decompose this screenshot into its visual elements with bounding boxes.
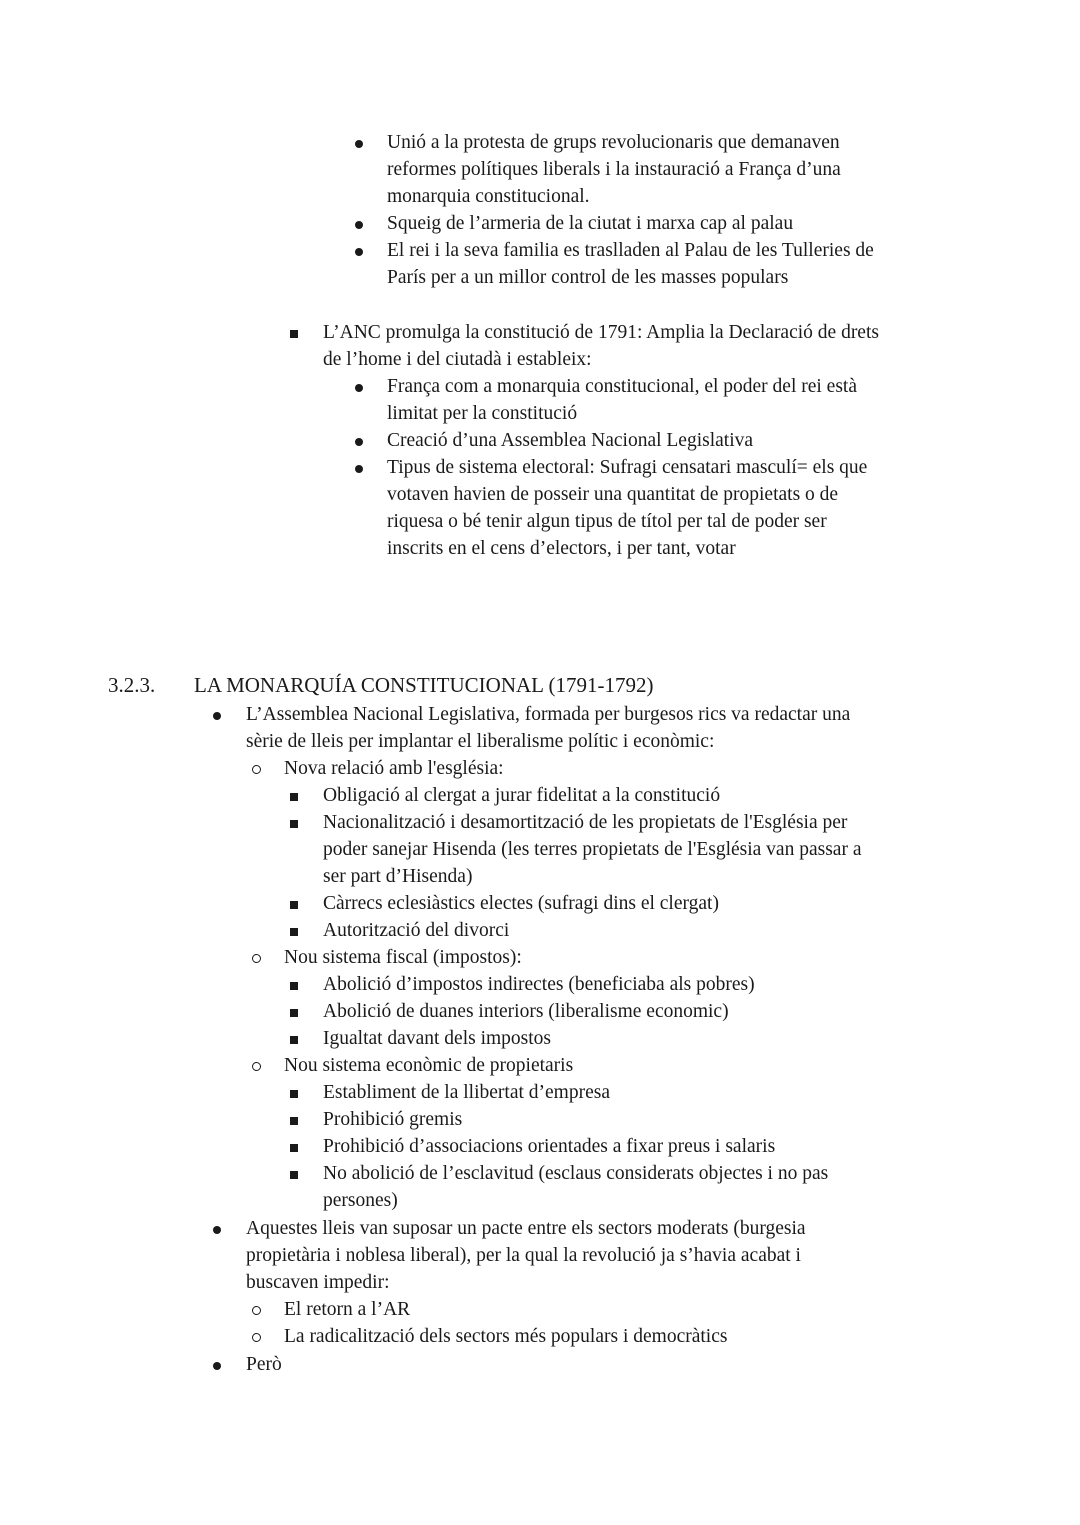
text-line: Creació d’una Assemblea Nacional Legislativa xyxy=(387,430,754,451)
text-line: El rei i la seva familia es traslladen al Palau de les Tulleries de xyxy=(387,240,874,261)
bullet-disc xyxy=(355,427,363,454)
text-line: persones) xyxy=(323,1190,398,1211)
bullet-square xyxy=(290,1025,298,1052)
text-line: sèrie de lleis per implantar el liberalisme polític i econòmic: xyxy=(246,731,715,752)
bullet-disc xyxy=(213,1351,221,1378)
text-line: Càrrecs eclesiàstics electes (sufragi dins el clergat) xyxy=(323,893,719,914)
text-line: monarquia constitucional. xyxy=(387,186,590,207)
bullet-circle xyxy=(252,1323,261,1350)
bullet-square xyxy=(290,1160,298,1187)
bullet-disc xyxy=(213,701,221,728)
text-line: Abolició de duanes interiors (liberalisme economic) xyxy=(323,1001,729,1022)
text-line: inscrits en el cens d’electors, i per tant, votar xyxy=(387,538,736,559)
bullet-circle xyxy=(252,944,261,971)
bullet-disc xyxy=(213,1215,221,1242)
bullet-square xyxy=(290,917,298,944)
bullet-circle xyxy=(252,1296,261,1323)
bullet-circle xyxy=(252,755,261,782)
text-line: París per a un millor control de les masses populars xyxy=(387,267,789,288)
text-line: Squeig de l’armeria de la ciutat i marxa cap al palau xyxy=(387,213,794,234)
bullet-circle xyxy=(252,1052,261,1079)
bullet-square xyxy=(290,1133,298,1160)
text-line: Prohibició d’associacions orientades a fixar preus i salaris xyxy=(323,1136,776,1157)
bullet-square xyxy=(290,890,298,917)
text-line: reformes polítiques liberals i la instauració a França d’una xyxy=(387,159,841,180)
text-line: buscaven impedir: xyxy=(246,1272,390,1293)
text-line: Prohibició gremis xyxy=(323,1109,463,1130)
text-line: Unió a la protesta de grups revolucionaris que demanaven xyxy=(387,132,840,153)
section-title: LA MONARQUÍA CONSTITUCIONAL (1791-1792) xyxy=(194,673,654,697)
text-line: Nacionalització i desamortització de les propietats de l'Església per xyxy=(323,812,848,833)
bullet-disc xyxy=(355,210,363,237)
text-line: Establiment de la llibertat d’empresa xyxy=(323,1082,610,1103)
text-line: La radicalització dels sectors més populars i democràtics xyxy=(284,1326,728,1347)
text-line: No abolició de l’esclavitud (esclaus considerats objectes i no pas xyxy=(323,1163,829,1184)
bullet-disc xyxy=(355,373,363,400)
text-line: Aquestes lleis van suposar un pacte entre els sectors moderats (burgesia xyxy=(246,1218,806,1239)
text-line: Nou sistema fiscal (impostos): xyxy=(284,947,522,968)
text-line: Autorització del divorci xyxy=(323,920,510,941)
text-line: Tipus de sistema electoral: Sufragi censatari masculí= els que xyxy=(387,457,868,478)
text-line: poder sanejar Hisenda (les terres propietats de l'Església van passar a xyxy=(323,839,862,860)
bullet-disc xyxy=(355,237,363,264)
text-line: Abolició d’impostos indirectes (beneficiaba als pobres) xyxy=(323,974,755,995)
text-line: L’Assemblea Nacional Legislativa, formada per burgesos rics va redactar una xyxy=(246,704,851,725)
bullet-square xyxy=(290,319,298,346)
bullet-square xyxy=(290,998,298,1025)
bullet-square xyxy=(290,782,298,809)
text-line: ser part d’Hisenda) xyxy=(323,866,473,887)
text-line: Obligació al clergat a jurar fidelitat a la constitució xyxy=(323,785,721,806)
section-number: 3.2.3. xyxy=(108,673,156,697)
text-line: L’ANC promulga la constitució de 1791: Amplia la Declaració de drets xyxy=(323,322,879,343)
bullet-square xyxy=(290,971,298,998)
text-line: propietària i noblesa liberal), per la qual la revolució ja s’havia acabat i xyxy=(246,1245,801,1266)
text-line: Nova relació amb l'església: xyxy=(284,758,504,779)
bullet-square xyxy=(290,1106,298,1133)
bullet-disc xyxy=(355,129,363,156)
bullet-disc xyxy=(355,454,363,481)
bullet-square xyxy=(290,809,298,836)
text-line: França com a monarquia constitucional, el poder del rei està xyxy=(387,376,857,397)
text-line: votaven havien de posseir una quantitat de propietats o de xyxy=(387,484,839,505)
text-line: El retorn a l’AR xyxy=(284,1299,411,1320)
text-line: limitat per la constitució xyxy=(387,403,578,424)
text-line: Nou sistema econòmic de propietaris xyxy=(284,1055,574,1076)
text-line: riquesa o bé tenir algun tipus de títol per tal de poder ser xyxy=(387,511,827,532)
text-line: de l’home i del ciutadà i estableix: xyxy=(323,349,592,370)
text-line: Però xyxy=(246,1354,282,1375)
bullet-square xyxy=(290,1079,298,1106)
text-line: Igualtat davant dels impostos xyxy=(323,1028,552,1049)
